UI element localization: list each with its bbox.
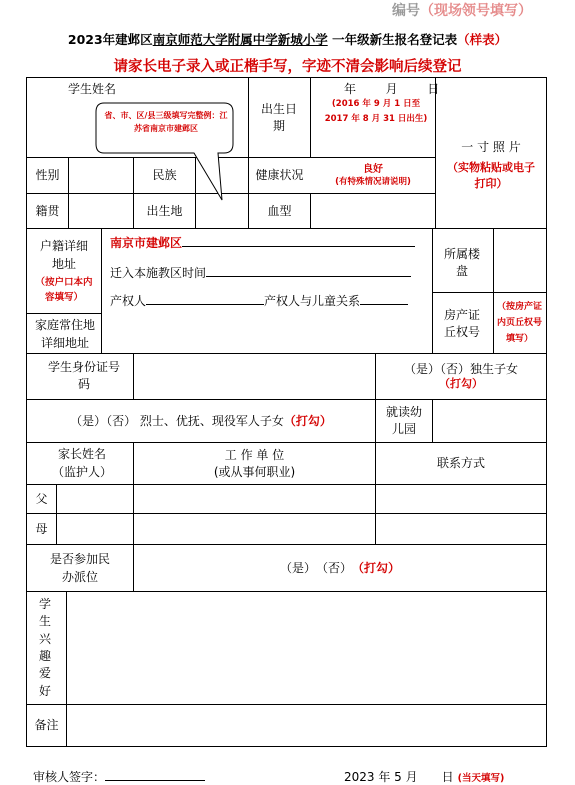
guardian-name-header: 家长姓名（监护人） xyxy=(52,447,113,479)
kindergarten-field[interactable] xyxy=(433,400,546,442)
native-place-label: 籍贯 xyxy=(35,203,60,218)
blood-type-field[interactable] xyxy=(311,194,435,228)
private-lottery-tick-note: （打勾） xyxy=(352,560,401,575)
ethnicity-label: 民族 xyxy=(152,168,177,183)
property-owner-field[interactable] xyxy=(110,292,408,309)
property-cert-label: 房产证丘权号 xyxy=(443,307,480,339)
ethnicity-field[interactable] xyxy=(196,158,248,193)
birth-month-label: 月 xyxy=(385,82,398,96)
work-unit-title: 工 作 单 位 xyxy=(224,448,285,463)
birthplace-label: 出生地 xyxy=(146,203,183,218)
birth-day-label: 日 xyxy=(427,82,440,96)
only-child-cell[interactable] xyxy=(376,354,546,399)
gender-label: 性别 xyxy=(35,168,60,183)
school-name: 南京师范大学附属中学新城小学 xyxy=(152,32,328,47)
kindergarten-label: 就读幼儿园 xyxy=(385,404,422,436)
student-id-label: 学生身份证号码 xyxy=(48,359,121,391)
mother-label: 母 xyxy=(35,521,48,536)
serial-number xyxy=(392,0,532,20)
move-in-label: 迁入本施教区时间 xyxy=(110,266,207,280)
birth-ymd xyxy=(344,80,439,97)
hukou-label: 户籍详细地址 xyxy=(40,238,89,271)
photo-note: （实物粘贴或电子打印） xyxy=(447,160,535,191)
birth-date-label: 出生日期 xyxy=(260,102,297,133)
address-hint-callout xyxy=(96,100,236,156)
private-lottery-options[interactable] xyxy=(134,545,546,591)
health-label: 健康状况 xyxy=(255,168,304,183)
native-place-field[interactable] xyxy=(69,194,133,228)
reviewer-signature[interactable] xyxy=(33,768,205,785)
health-value-text: 良好 xyxy=(363,164,383,176)
estate-label: 所属楼盘 xyxy=(443,247,480,278)
title-prefix: 2023年建邺区 xyxy=(67,32,153,47)
student-name-label: 学生姓名 xyxy=(67,81,116,96)
submission-date xyxy=(344,768,504,785)
form-subtitle: 请家长电子录入或正楷手写，字迹不清会影响后续登记 xyxy=(113,59,462,75)
callout-text: 省、市、区/县三级填写完整例：江苏省南京市建邺区 xyxy=(104,111,228,133)
title-suffix: 一年级新生报名登记表 xyxy=(332,32,458,47)
submission-date-note: (当天填写) xyxy=(457,773,505,784)
remarks-field[interactable] xyxy=(67,705,546,746)
property-cert-note: （按房产证内页丘权号填写） xyxy=(496,302,542,344)
contact-header: 联系方式 xyxy=(436,456,485,471)
birth-year-label: 年 xyxy=(344,82,357,96)
submission-date-text: 2023 年 5 月 日 xyxy=(344,770,454,784)
health-note: (有特殊情况请说明) xyxy=(335,176,411,187)
military-family-options: （是）（否） 烈士、优抚、现役军人子女 xyxy=(70,413,284,428)
gender-field[interactable] xyxy=(69,158,133,193)
mother-work-field[interactable] xyxy=(134,514,375,544)
mother-name-field[interactable] xyxy=(57,514,133,544)
hukou-label-cell xyxy=(27,229,101,313)
photo-title: 一 寸 照 片 xyxy=(461,140,521,155)
serial-label: 编号 xyxy=(392,3,420,19)
father-contact-field[interactable] xyxy=(376,485,546,513)
reviewer-label: 审核人签字： xyxy=(33,770,106,784)
military-family-cell[interactable] xyxy=(27,400,375,442)
only-child-options: （是）（否）独生子女 xyxy=(403,361,518,376)
private-lottery-choices: （是） （否） xyxy=(279,560,352,575)
move-in-time-field[interactable] xyxy=(110,264,411,281)
hukou-address-value: 南京市建邺区 xyxy=(110,236,183,250)
health-value[interactable] xyxy=(311,158,435,193)
military-tick-note: （打勾） xyxy=(283,413,332,428)
blood-type-label: 血型 xyxy=(267,203,292,218)
property-owner-label: 产权人 xyxy=(110,294,147,308)
title-sample: （样表） xyxy=(457,32,508,47)
mother-contact-field[interactable] xyxy=(376,514,546,544)
private-lottery-label: 是否参加民办派位 xyxy=(49,552,110,584)
only-child-tick-note: （打勾） xyxy=(439,377,483,391)
photo-box[interactable] xyxy=(436,78,546,228)
father-work-field[interactable] xyxy=(134,485,375,513)
residence-field[interactable] xyxy=(102,314,432,353)
father-label: 父 xyxy=(35,491,48,506)
interests-field[interactable] xyxy=(67,592,546,704)
hukou-note: （按户口本内容填写） xyxy=(35,276,93,303)
father-name-field[interactable] xyxy=(57,485,133,513)
interests-label: 学生兴趣爱好 xyxy=(38,596,51,698)
birthplace-field[interactable] xyxy=(196,194,248,228)
estate-field[interactable] xyxy=(494,229,546,292)
form-title xyxy=(0,30,575,48)
serial-note: （现场领号填写） xyxy=(420,3,532,19)
owner-relation-label: 产权人与儿童关系 xyxy=(264,294,361,308)
student-id-field[interactable] xyxy=(134,354,375,399)
work-unit-subtitle: (或从事何职业) xyxy=(213,464,296,479)
remarks-label: 备注 xyxy=(34,718,59,733)
residence-label: 家庭常住地详细地址 xyxy=(34,317,95,350)
work-unit-header xyxy=(134,443,375,484)
birth-date-note: (2016 年 9 月 1 日至 2017 年 8 月 31 日出生) xyxy=(324,99,428,124)
hukou-address-field[interactable] xyxy=(110,234,415,251)
